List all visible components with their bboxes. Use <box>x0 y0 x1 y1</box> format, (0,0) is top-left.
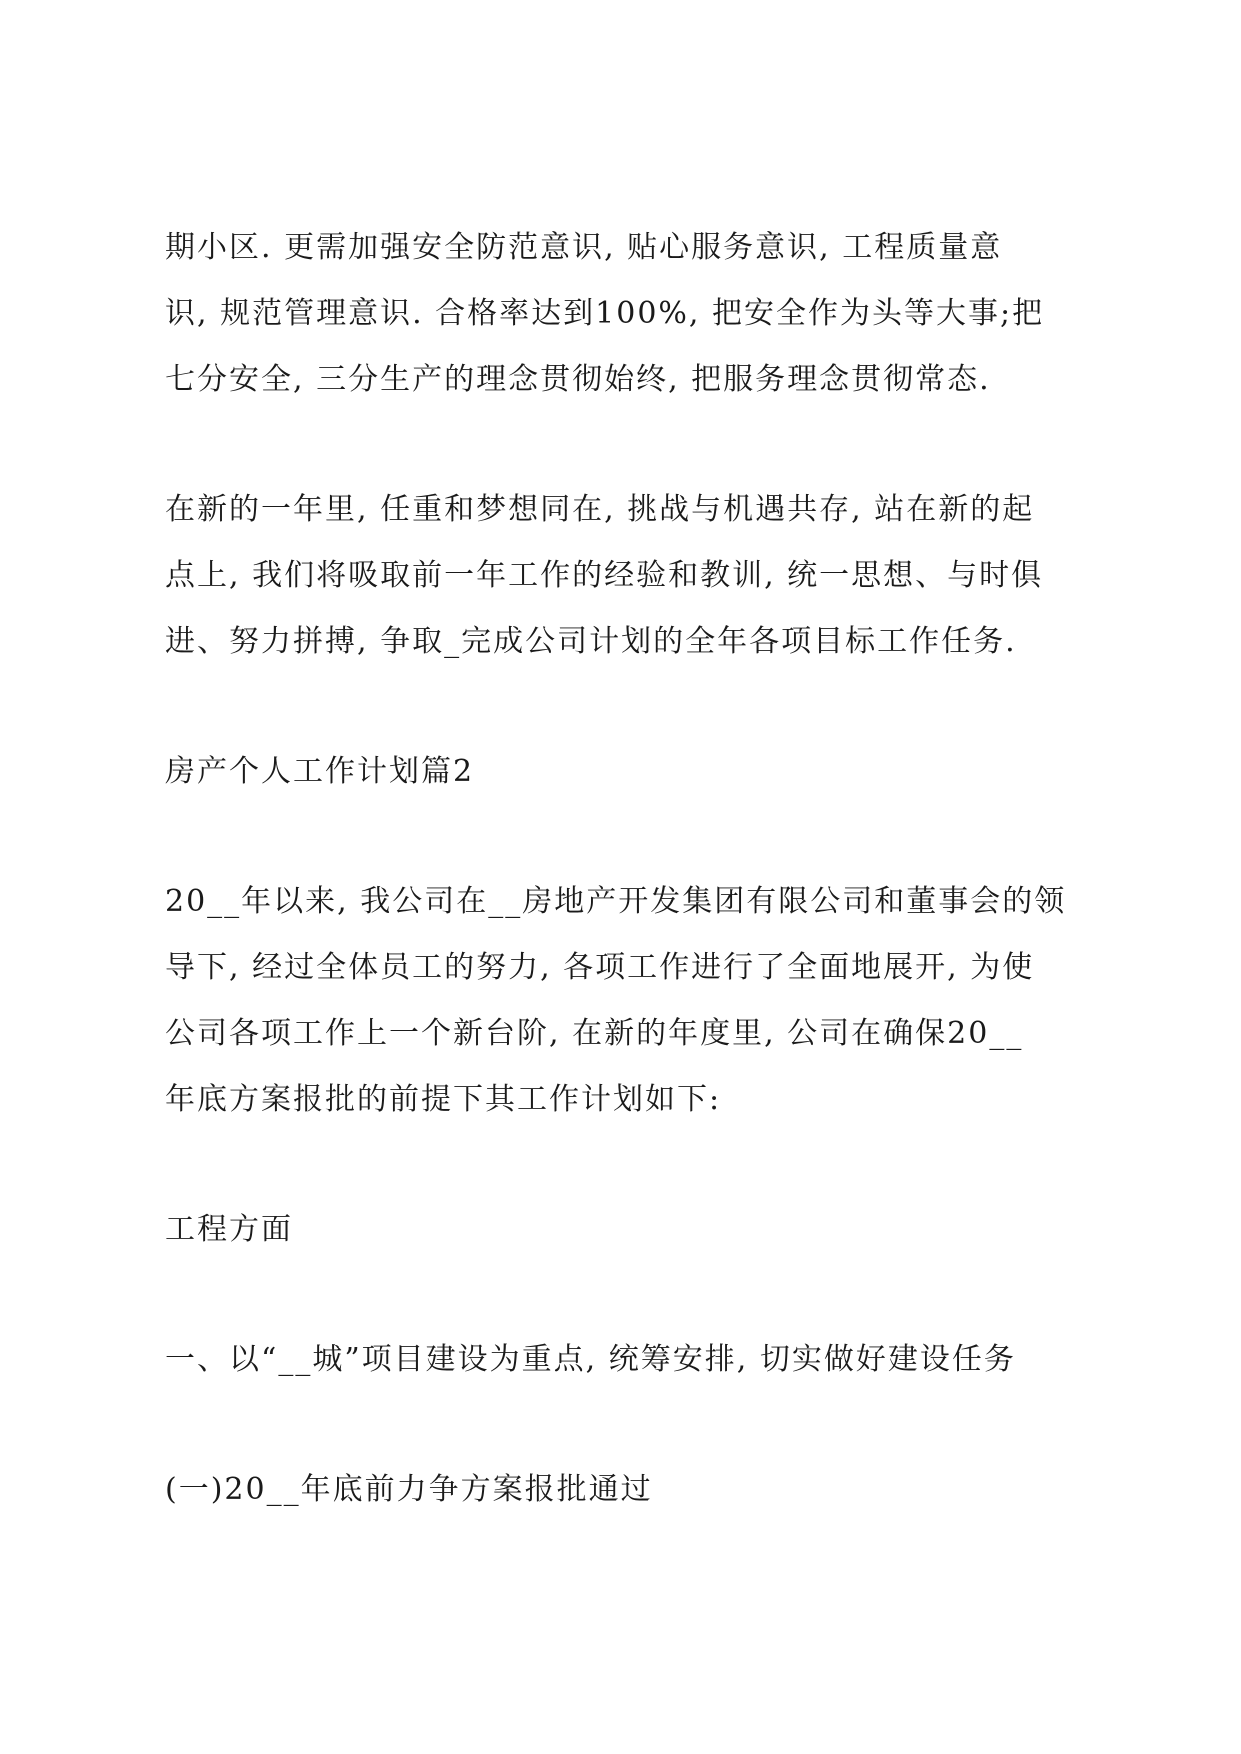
section-title: 房产个人工作计划篇2 <box>165 754 475 789</box>
paragraph-1-line-2: 识, 规范管理意识. 合格率达到100%, 把安全作为头等大事;把 <box>165 296 1045 331</box>
paragraph-1-line-1: 期小区. 更需加强安全防范意识, 贴心服务意识, 工程质量意 <box>165 230 1003 265</box>
paragraph-2-line-2: 点上, 我们将吸取前一年工作的经验和教训, 统一思想、与时俱 <box>165 558 1044 593</box>
paragraph-3-line-1: 20__年以来, 我公司在__房地产开发集团有限公司和董事会的领 <box>165 884 1067 919</box>
paragraph-3-line-2: 导下, 经过全体员工的努力, 各项工作进行了全面地展开, 为使 <box>165 950 1035 985</box>
list-item-1-sub: (一)20__年底前力争方案报批通过 <box>165 1472 653 1507</box>
paragraph-2-line-1: 在新的一年里, 任重和梦想同在, 挑战与机遇共存, 站在新的起 <box>165 492 1035 527</box>
paragraph-3-line-3: 公司各项工作上一个新台阶, 在新的年度里, 公司在确保20__ <box>165 1016 1024 1051</box>
list-item-1: 一、以“__城”项目建设为重点, 统筹安排, 切实做好建设任务 <box>165 1342 1016 1377</box>
paragraph-3-line-4: 年底方案报批的前提下其工作计划如下: <box>165 1082 722 1117</box>
paragraph-1-line-3: 七分安全, 三分生产的理念贯彻始终, 把服务理念贯彻常态. <box>165 362 991 397</box>
subheading: 工程方面 <box>165 1212 293 1247</box>
paragraph-2-line-3: 进、努力拼搏, 争取_完成公司计划的全年各项目标工作任务. <box>165 624 1017 659</box>
